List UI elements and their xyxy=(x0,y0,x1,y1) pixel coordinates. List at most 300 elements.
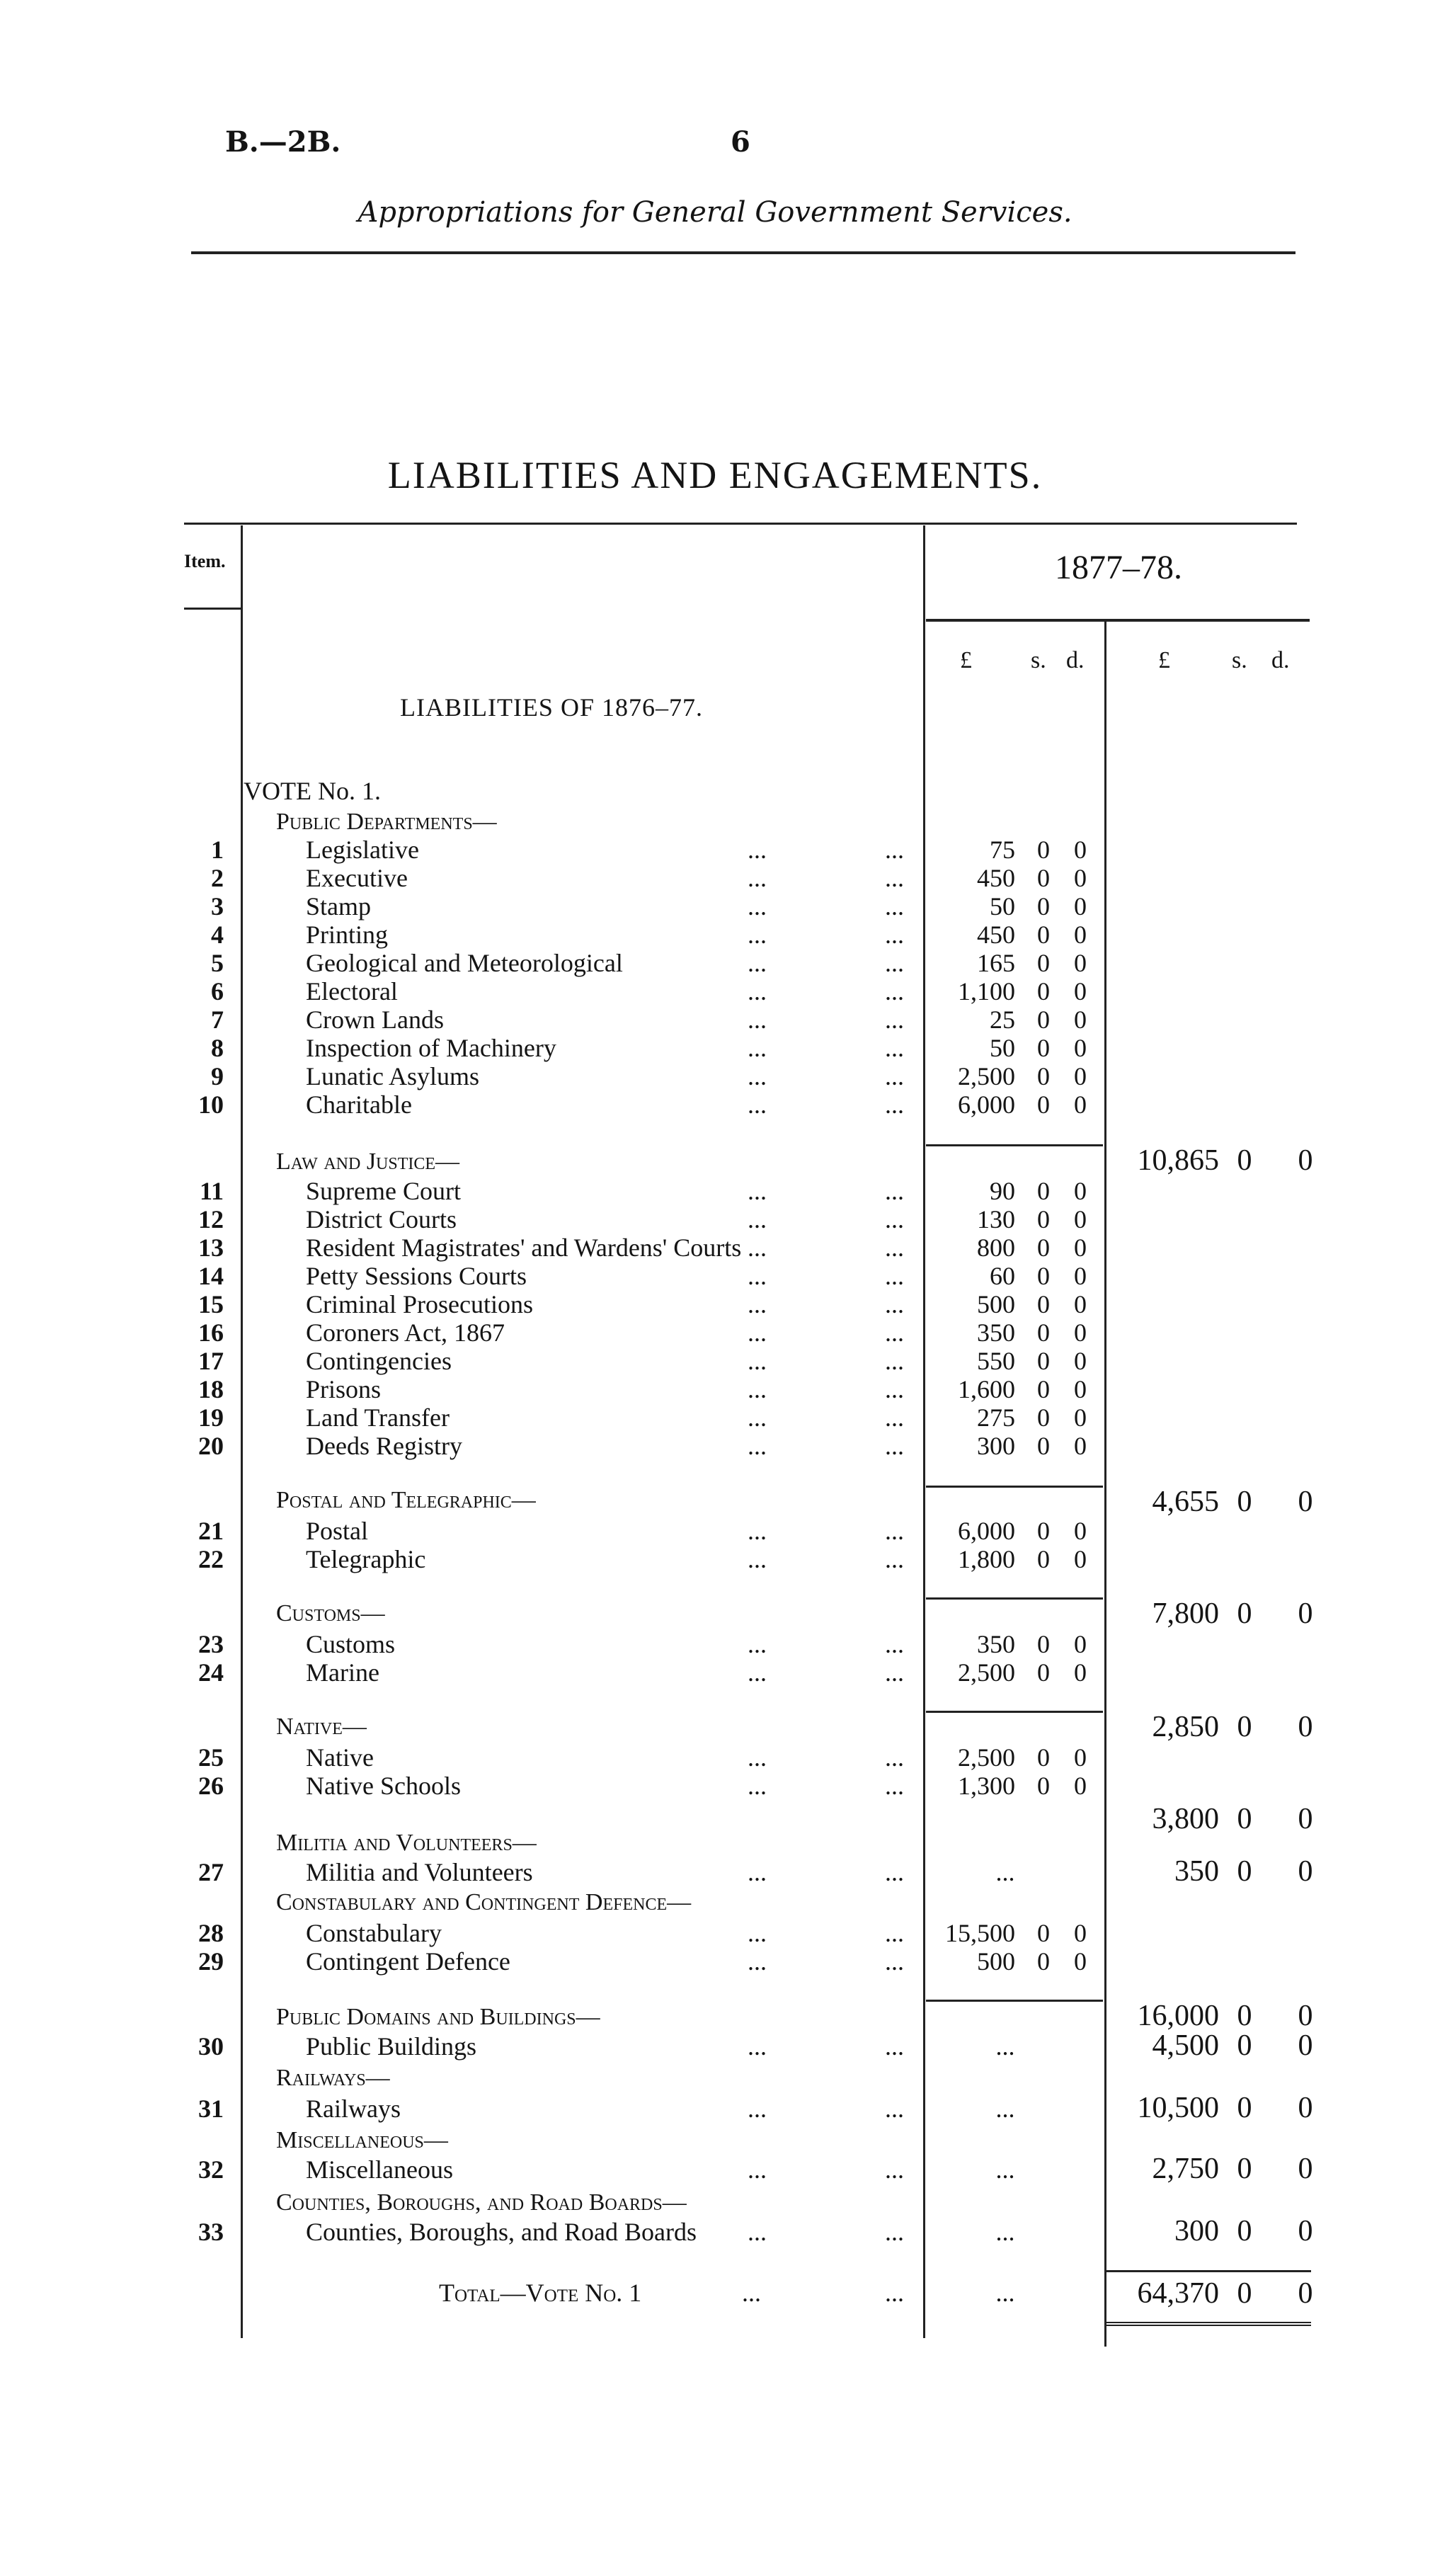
group-heading: Miscellaneous— xyxy=(276,2127,448,2153)
leader-dots: ... xyxy=(748,1233,767,1262)
subtotal-shillings: 0 xyxy=(1237,2029,1252,2062)
total-shillings: 0 xyxy=(1237,2277,1252,2310)
leader-dots: ... xyxy=(748,1947,767,1976)
amount-shillings: 0 xyxy=(1037,1347,1050,1375)
amount-pence: 0 xyxy=(1074,1090,1087,1119)
amount-pence: 0 xyxy=(1074,1919,1087,1947)
leader-dots: ... xyxy=(885,864,904,892)
subtotal-shillings: 0 xyxy=(1237,2092,1252,2124)
group-heading: Postal and Telegraphic— xyxy=(276,1487,536,1513)
subtotal-pence: 0 xyxy=(1298,1855,1313,1888)
leader-dots: ... xyxy=(748,1545,767,1573)
amount-pounds: 450 xyxy=(977,921,1015,949)
item-name: Contingencies xyxy=(306,1347,452,1375)
leader-dots: ... xyxy=(748,1005,767,1034)
subtotal-pounds: 2,750 xyxy=(1152,2153,1219,2185)
leader-dots: ... xyxy=(885,921,904,949)
subtotal-rule xyxy=(926,1597,1103,1600)
amount-pence: 0 xyxy=(1074,1545,1087,1573)
item-name: Resident Magistrates' and Wardens' Courts xyxy=(306,1233,742,1262)
subtotal-pence: 0 xyxy=(1298,2092,1313,2124)
amount-pence: 0 xyxy=(1074,1947,1087,1976)
item-name: Postal xyxy=(306,1517,369,1545)
subtotal-pence: 0 xyxy=(1298,1711,1313,1743)
amount-pence: 0 xyxy=(1074,1772,1087,1800)
item-number: 3 xyxy=(211,892,224,921)
group-heading: Customs— xyxy=(276,1600,385,1626)
amount-pence: 0 xyxy=(1074,1005,1087,1034)
amount-pounds: 800 xyxy=(977,1233,1015,1262)
subtotal-pounds: 10,500 xyxy=(1137,2092,1219,2124)
leader-dots: ... xyxy=(748,949,767,977)
amount-pence: 0 xyxy=(1074,1432,1087,1460)
item-number: 27 xyxy=(198,1858,224,1886)
leader-dots: ... xyxy=(748,1919,767,1947)
table-row xyxy=(0,1432,1430,1460)
item-name: Militia and Volunteers xyxy=(306,1858,533,1886)
leader-dots: ... xyxy=(885,1919,904,1947)
total-pence: 0 xyxy=(1298,2277,1313,2310)
amount-pence: 0 xyxy=(1074,864,1087,892)
leader-dots: ... xyxy=(748,1517,767,1545)
subtotal-shillings: 0 xyxy=(1237,1855,1252,1888)
item-name: Railways xyxy=(306,2095,401,2123)
amount-shillings: 0 xyxy=(1037,921,1050,949)
amount-shillings: 0 xyxy=(1037,1005,1050,1034)
subtotal-rule xyxy=(926,2000,1103,2002)
amount-pence: 0 xyxy=(1074,1743,1087,1772)
item-name: Counties, Boroughs, and Road Boards xyxy=(306,2218,697,2246)
leader-dots: ... xyxy=(885,1062,904,1090)
leader-dots: ... xyxy=(748,1034,767,1062)
amount-pounds: 50 xyxy=(990,892,1015,921)
year-header: 1877–78. xyxy=(1055,549,1182,586)
amount-pounds: 350 xyxy=(977,1318,1015,1347)
item-number: 23 xyxy=(198,1630,224,1658)
leader-dots: ... xyxy=(748,1658,767,1687)
leader-dots: ... xyxy=(885,1772,904,1800)
table-row xyxy=(0,892,1430,921)
table-row xyxy=(0,921,1430,949)
subtotal-pounds: 4,655 xyxy=(1152,1486,1219,1518)
amount-pounds: 1,100 xyxy=(958,977,1015,1005)
amount-pounds: 130 xyxy=(977,1205,1015,1233)
leader-dots: ... xyxy=(885,2279,904,2307)
item-number: 2 xyxy=(211,864,224,892)
leader-dots: ... xyxy=(885,2095,904,2123)
leader-dots: ... xyxy=(885,1262,904,1290)
item-name: Crown Lands xyxy=(306,1005,444,1034)
subtotal-shillings: 0 xyxy=(1237,1597,1252,1630)
item-name: Deeds Registry xyxy=(306,1432,462,1460)
subtotal-shillings: 0 xyxy=(1237,2215,1252,2247)
item-number: 11 xyxy=(199,1177,224,1205)
group-heading: Public Departments— xyxy=(276,809,497,835)
amount-pounds: ... xyxy=(995,2032,1015,2061)
table-row xyxy=(0,977,1430,1005)
page-title: LIABILITIES AND ENGAGEMENTS. xyxy=(387,454,1043,496)
amount-pounds: 6,000 xyxy=(958,1517,1015,1545)
pence-label: d. xyxy=(1066,647,1085,673)
item-name: Miscellaneous xyxy=(306,2155,453,2184)
leader-dots: ... xyxy=(748,2095,767,2123)
subtotal-pounds: 350 xyxy=(1174,1855,1219,1888)
item-name: Stamp xyxy=(306,892,372,921)
amount-pounds: 500 xyxy=(977,1290,1015,1318)
leader-dots: ... xyxy=(748,892,767,921)
item-name: Constabulary xyxy=(306,1919,442,1947)
amount-pence: 0 xyxy=(1074,892,1087,921)
item-name: Supreme Court xyxy=(306,1177,461,1205)
subtotal-shillings: 0 xyxy=(1237,1711,1252,1743)
amount-pence: 0 xyxy=(1074,1062,1087,1090)
leader-dots: ... xyxy=(885,1630,904,1658)
subtotal-pounds: 2,850 xyxy=(1152,1711,1219,1743)
shillings-label-2: s. xyxy=(1232,647,1247,673)
pence-label-2: d. xyxy=(1271,647,1290,673)
item-number: 21 xyxy=(198,1517,224,1545)
item-name: Lunatic Asylums xyxy=(306,1062,479,1090)
leader-dots: ... xyxy=(885,1347,904,1375)
amount-pounds: 15,500 xyxy=(945,1919,1015,1947)
item-number: 22 xyxy=(198,1545,224,1573)
item-number: 5 xyxy=(211,949,224,977)
amount-pence: 0 xyxy=(1074,1658,1087,1687)
subtotal-pence: 0 xyxy=(1298,2153,1313,2185)
leader-dots: ... xyxy=(885,1090,904,1119)
amount-pounds: 2,500 xyxy=(958,1062,1015,1090)
item-name: Telegraphic xyxy=(306,1545,426,1573)
amount-pounds: 90 xyxy=(990,1177,1015,1205)
group-heading: Native— xyxy=(276,1714,367,1740)
leader-dots: ... xyxy=(748,1403,767,1432)
table-row xyxy=(0,1658,1430,1687)
leader-dots: ... xyxy=(748,1290,767,1318)
amount-shillings: 0 xyxy=(1037,1403,1050,1432)
amount-pence: 0 xyxy=(1074,1630,1087,1658)
leader-dots: ... xyxy=(748,977,767,1005)
item-number: 17 xyxy=(198,1347,224,1375)
leader-dots: ... xyxy=(885,949,904,977)
pounds-label: £ xyxy=(960,647,972,673)
page-number: 6 xyxy=(731,125,750,159)
leader-dots: ... xyxy=(742,2279,761,2307)
leader-dots: ... xyxy=(748,1630,767,1658)
item-name: Land Transfer xyxy=(306,1403,450,1432)
amount-pounds: 500 xyxy=(977,1947,1015,1976)
subtotal-pence: 0 xyxy=(1298,2215,1313,2247)
item-number: 28 xyxy=(198,1919,224,1947)
amount-pounds: 60 xyxy=(990,1262,1015,1290)
leader-dots: ... xyxy=(748,1375,767,1403)
group-heading: Constabulary and Contingent Defence— xyxy=(276,1889,692,1915)
item-number: 31 xyxy=(198,2095,224,2123)
subtotal-pounds: 3,800 xyxy=(1152,1803,1219,1835)
group-heading: Law and Justice— xyxy=(276,1149,460,1175)
leader-dots: ... xyxy=(885,1743,904,1772)
amount-shillings: 0 xyxy=(1037,836,1050,864)
item-number: 33 xyxy=(198,2218,224,2246)
subtotal-shillings: 0 xyxy=(1237,1486,1252,1518)
amount-shillings: 0 xyxy=(1037,1205,1050,1233)
leader-dots: ... xyxy=(885,1177,904,1205)
subtotal-pence: 0 xyxy=(1298,1486,1313,1518)
table-row xyxy=(0,949,1430,977)
leader-dots: ... xyxy=(748,836,767,864)
item-name: Inspection of Machinery xyxy=(306,1034,556,1062)
leader-dots: ... xyxy=(885,1858,904,1886)
table-row xyxy=(0,1005,1430,1034)
item-number: 1 xyxy=(211,836,224,864)
group-heading: Counties, Boroughs, and Road Boards— xyxy=(276,2189,687,2216)
item-number: 24 xyxy=(198,1658,224,1687)
table-row xyxy=(0,1630,1430,1658)
amount-shillings: 0 xyxy=(1037,1290,1050,1318)
item-number: 32 xyxy=(198,2155,224,2184)
leader-dots: ... xyxy=(885,1290,904,1318)
leader-dots: ... xyxy=(885,2155,904,2184)
item-name: Legislative xyxy=(306,836,419,864)
table-row xyxy=(0,1205,1430,1233)
leader-dots: ... xyxy=(748,2155,767,2184)
item-number: 16 xyxy=(198,1318,224,1347)
section-title: LIABILITIES OF 1876–77. xyxy=(400,693,703,722)
item-name: Executive xyxy=(306,864,408,892)
amount-pence: 0 xyxy=(1074,1347,1087,1375)
item-number: 18 xyxy=(198,1375,224,1403)
total-pounds-column: ... xyxy=(995,2279,1015,2307)
leader-dots: ... xyxy=(885,1005,904,1034)
amount-pounds: 275 xyxy=(977,1403,1015,1432)
leader-dots: ... xyxy=(885,977,904,1005)
subtotal-pence: 0 xyxy=(1298,1597,1313,1630)
item-name: Geological and Meteorological xyxy=(306,949,623,977)
item-number: 25 xyxy=(198,1743,224,1772)
amount-pence: 0 xyxy=(1074,921,1087,949)
table-row xyxy=(0,1743,1430,1772)
page-subtitle: Appropriations for General Government Services. xyxy=(358,196,1072,229)
amount-pounds: 450 xyxy=(977,864,1015,892)
amount-pounds: 2,500 xyxy=(958,1658,1015,1687)
subtotal-pence: 0 xyxy=(1298,2029,1313,2062)
amount-pence: 0 xyxy=(1074,1205,1087,1233)
amount-shillings: 0 xyxy=(1037,1630,1050,1658)
amount-pounds: 1,800 xyxy=(958,1545,1015,1573)
leader-dots: ... xyxy=(885,836,904,864)
item-name: Criminal Prosecutions xyxy=(306,1290,533,1318)
document-reference: B.—2B. xyxy=(225,125,341,159)
amount-pounds: 300 xyxy=(977,1432,1015,1460)
vote-label: VOTE No. 1. xyxy=(244,777,381,805)
amount-pence: 0 xyxy=(1074,1290,1087,1318)
table-row xyxy=(0,1517,1430,1545)
leader-dots: ... xyxy=(885,1403,904,1432)
item-number: 29 xyxy=(198,1947,224,1976)
leader-dots: ... xyxy=(748,1062,767,1090)
subtotal-pounds: 10,865 xyxy=(1137,1144,1219,1177)
amount-pounds: 165 xyxy=(977,949,1015,977)
amount-shillings: 0 xyxy=(1037,1919,1050,1947)
item-number: 4 xyxy=(211,921,224,949)
amount-shillings: 0 xyxy=(1037,1772,1050,1800)
leader-dots: ... xyxy=(885,1432,904,1460)
amount-pence: 0 xyxy=(1074,1403,1087,1432)
subtotal-pounds: 300 xyxy=(1174,2215,1219,2247)
leader-dots: ... xyxy=(885,892,904,921)
item-number: 9 xyxy=(211,1062,224,1090)
leader-dots: ... xyxy=(748,864,767,892)
leader-dots: ... xyxy=(885,2032,904,2061)
table-row xyxy=(0,1772,1430,1800)
item-number: 19 xyxy=(198,1403,224,1432)
item-header-rule xyxy=(184,608,241,610)
item-number: 7 xyxy=(211,1005,224,1034)
leader-dots: ... xyxy=(748,1858,767,1886)
amount-shillings: 0 xyxy=(1037,864,1050,892)
amount-shillings: 0 xyxy=(1037,892,1050,921)
item-name: Native Schools xyxy=(306,1772,461,1800)
amount-shillings: 0 xyxy=(1037,1318,1050,1347)
leader-dots: ... xyxy=(748,1205,767,1233)
table-row xyxy=(0,864,1430,892)
subtotal-rule xyxy=(926,1486,1103,1488)
amount-pounds: ... xyxy=(995,2155,1015,2184)
amount-pounds: 550 xyxy=(977,1347,1015,1375)
leader-dots: ... xyxy=(885,1318,904,1347)
amount-pence: 0 xyxy=(1074,1517,1087,1545)
amount-pence: 0 xyxy=(1074,1177,1087,1205)
table-row xyxy=(0,1262,1430,1290)
amount-pence: 0 xyxy=(1074,1233,1087,1262)
total-pounds: 64,370 xyxy=(1137,2277,1219,2310)
amount-shillings: 0 xyxy=(1037,1947,1050,1976)
amount-shillings: 0 xyxy=(1037,1743,1050,1772)
subtotal-rule xyxy=(926,1144,1103,1146)
amount-shillings: 0 xyxy=(1037,1517,1050,1545)
shillings-label: s. xyxy=(1031,647,1046,673)
leader-dots: ... xyxy=(748,1432,767,1460)
leader-dots: ... xyxy=(885,1205,904,1233)
item-name: District Courts xyxy=(306,1205,457,1233)
item-name: Customs xyxy=(306,1630,396,1658)
amount-shillings: 0 xyxy=(1037,1062,1050,1090)
subtotal-shillings: 0 xyxy=(1237,1803,1252,1835)
item-name: Coroners Act, 1867 xyxy=(306,1318,505,1347)
item-name: Electoral xyxy=(306,977,398,1005)
amount-shillings: 0 xyxy=(1037,1432,1050,1460)
leader-dots: ... xyxy=(748,1772,767,1800)
table-top-rule xyxy=(184,523,1297,525)
item-name: Charitable xyxy=(306,1090,412,1119)
item-column-header: Item. xyxy=(184,551,226,571)
amount-shillings: 0 xyxy=(1037,949,1050,977)
amount-pence: 0 xyxy=(1074,836,1087,864)
leader-dots: ... xyxy=(748,1090,767,1119)
item-number: 14 xyxy=(198,1262,224,1290)
item-number: 12 xyxy=(198,1205,224,1233)
item-name: Marine xyxy=(306,1658,379,1687)
table-row xyxy=(0,1233,1430,1262)
amount-shillings: 0 xyxy=(1037,1658,1050,1687)
leader-dots: ... xyxy=(885,1034,904,1062)
leader-dots: ... xyxy=(748,1743,767,1772)
item-name: Prisons xyxy=(306,1375,382,1403)
amount-shillings: 0 xyxy=(1037,1177,1050,1205)
amount-shillings: 0 xyxy=(1037,1375,1050,1403)
amount-pounds: 2,500 xyxy=(958,1743,1015,1772)
leader-dots: ... xyxy=(885,1947,904,1976)
amount-shillings: 0 xyxy=(1037,977,1050,1005)
amount-pounds: 350 xyxy=(977,1630,1015,1658)
leader-dots: ... xyxy=(748,1177,767,1205)
table-row xyxy=(0,1177,1430,1205)
subtotal-pounds: 7,800 xyxy=(1152,1597,1219,1630)
leader-dots: ... xyxy=(885,1375,904,1403)
amount-pounds: 75 xyxy=(990,836,1015,864)
year-header-rule xyxy=(926,619,1310,622)
item-number: 8 xyxy=(211,1034,224,1062)
table-row xyxy=(0,1919,1430,1947)
item-name: Petty Sessions Courts xyxy=(306,1262,527,1290)
table-row xyxy=(0,1062,1430,1090)
subtotal-pence: 0 xyxy=(1298,1803,1313,1835)
table-row xyxy=(0,1318,1430,1347)
amount-pence: 0 xyxy=(1074,1318,1087,1347)
table-row xyxy=(0,1375,1430,1403)
amount-pence: 0 xyxy=(1074,1034,1087,1062)
amount-pence: 0 xyxy=(1074,1375,1087,1403)
table-row xyxy=(0,1347,1430,1375)
item-number: 30 xyxy=(198,2032,224,2061)
table-row xyxy=(0,1545,1430,1573)
amount-pounds: 50 xyxy=(990,1034,1015,1062)
item-number: 26 xyxy=(198,1772,224,1800)
leader-dots: ... xyxy=(885,2218,904,2246)
leader-dots: ... xyxy=(748,2218,767,2246)
leader-dots: ... xyxy=(885,1658,904,1687)
amount-pounds: ... xyxy=(995,1858,1015,1886)
subtotal-shillings: 0 xyxy=(1237,2000,1252,2032)
leader-dots: ... xyxy=(748,921,767,949)
amount-pounds: 1,600 xyxy=(958,1375,1015,1403)
amount-pounds: 6,000 xyxy=(958,1090,1015,1119)
leader-dots: ... xyxy=(748,1318,767,1347)
header-rule xyxy=(191,251,1295,254)
group-heading: Militia and Volunteers— xyxy=(276,1830,537,1856)
table-row xyxy=(0,1034,1430,1062)
item-name: Contingent Defence xyxy=(306,1947,510,1976)
subtotal-pounds: 16,000 xyxy=(1137,2000,1219,2032)
item-name: Printing xyxy=(306,921,389,949)
table-row xyxy=(0,1090,1430,1119)
amount-shillings: 0 xyxy=(1037,1545,1050,1573)
amount-shillings: 0 xyxy=(1037,1233,1050,1262)
pounds-label-2: £ xyxy=(1158,647,1170,673)
total-label: Total—Vote No. 1 xyxy=(439,2279,642,2307)
leader-dots: ... xyxy=(748,2032,767,2061)
item-number: 15 xyxy=(198,1290,224,1318)
item-number: 10 xyxy=(198,1090,224,1119)
amount-pounds: ... xyxy=(995,2095,1015,2123)
table-row xyxy=(0,1947,1430,1976)
item-number: 20 xyxy=(198,1432,224,1460)
leader-dots: ... xyxy=(748,1347,767,1375)
subtotal-rule xyxy=(926,1711,1103,1713)
group-heading: Public Domains and Buildings— xyxy=(276,2004,600,2030)
amount-shillings: 0 xyxy=(1037,1090,1050,1119)
amount-pence: 0 xyxy=(1074,977,1087,1005)
amount-shillings: 0 xyxy=(1037,1034,1050,1062)
